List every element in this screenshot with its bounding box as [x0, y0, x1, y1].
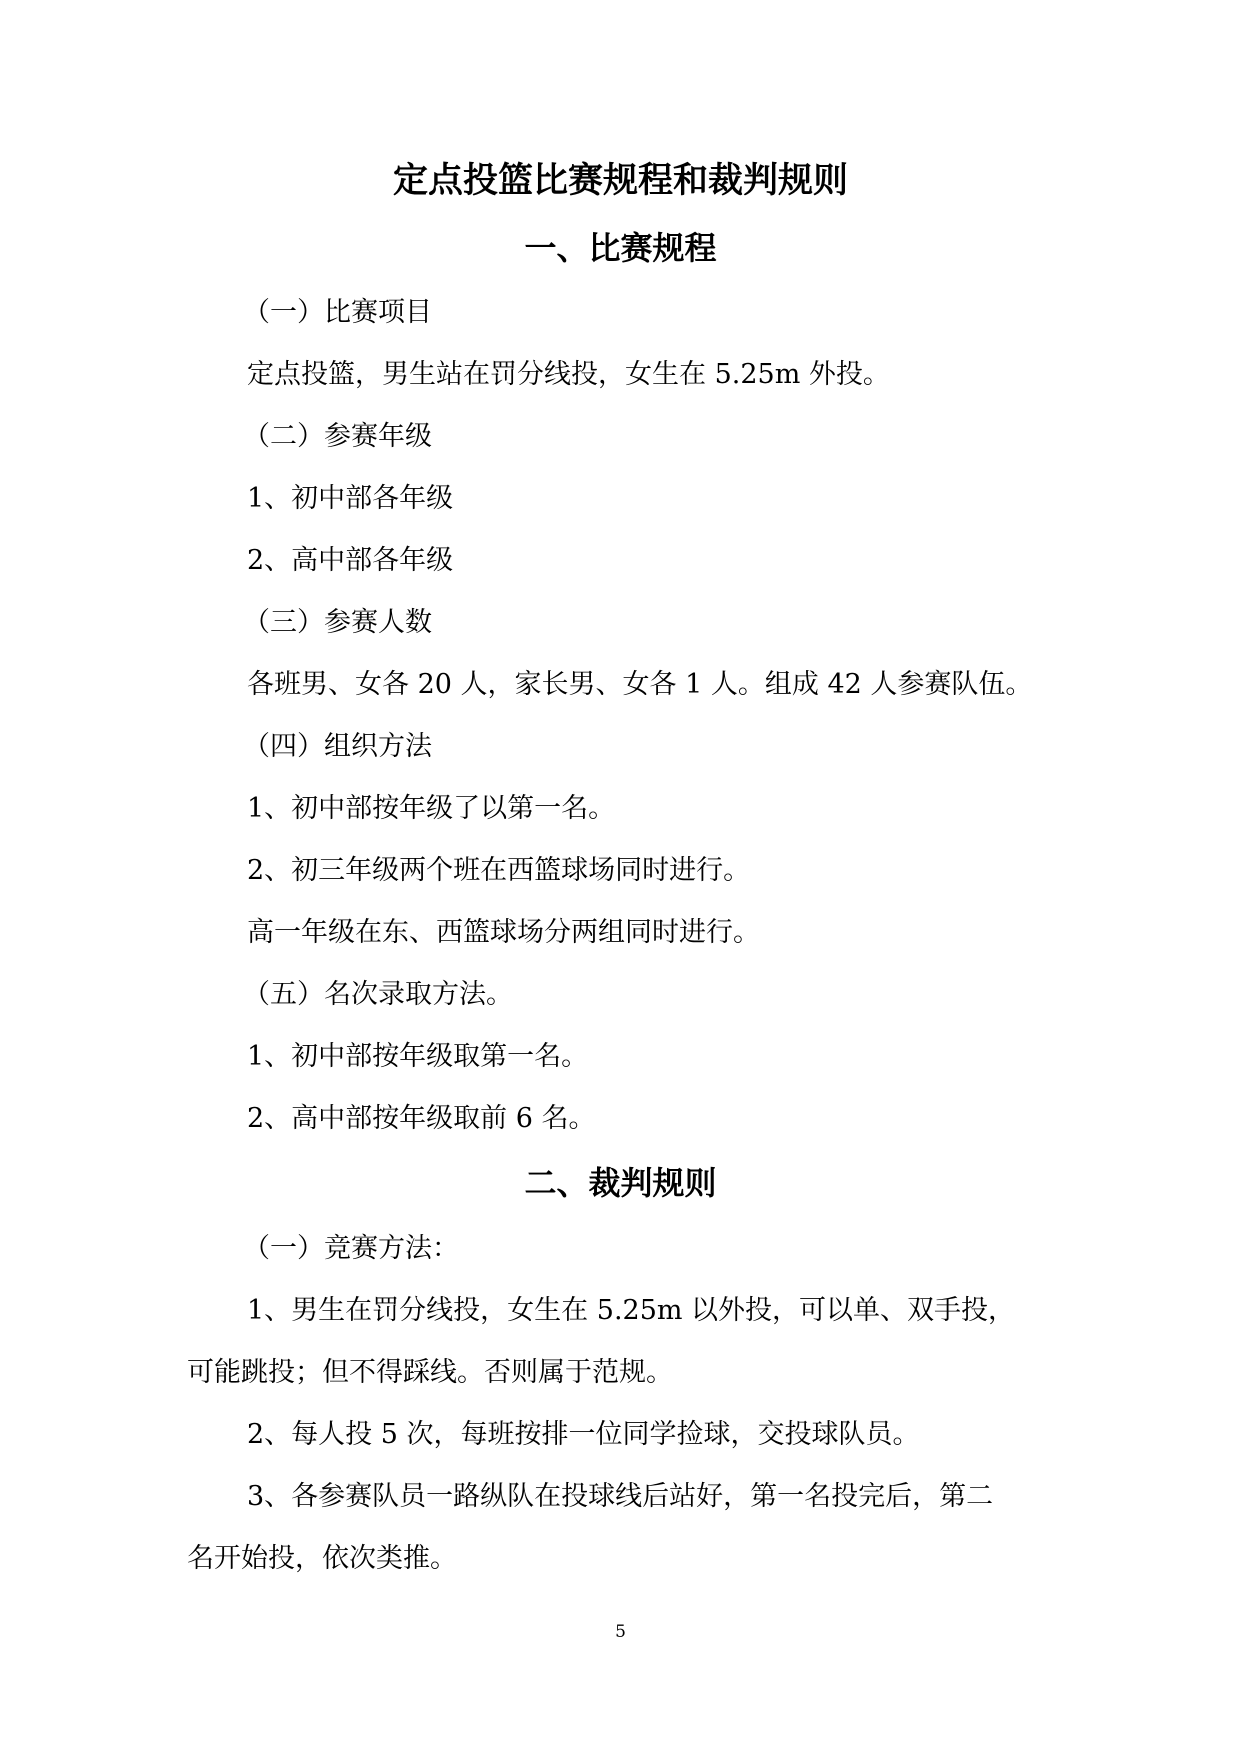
paragraph-line: 各班男、女各 20 人，家长男、女各 1 人。组成 42 人参赛队伍。	[247, 669, 1033, 700]
subheading-method: （一）竞赛方法：	[243, 1233, 459, 1264]
page-number: 5	[615, 1622, 626, 1642]
paragraph-line: 1、男生在罚分线投，女生在 5.25m 以外投，可以单、双手投，	[247, 1295, 1016, 1326]
paragraph-line: 可能跳投；但不得踩线。否则属于范规。	[187, 1357, 673, 1388]
list-item: 1、初中部各年级	[247, 483, 454, 514]
paragraph-line: 定点投篮，男生站在罚分线投，女生在 5.25m 外投。	[247, 359, 890, 390]
section-heading-rules: 一、比赛规程	[524, 229, 717, 267]
list-item: 2、高中部按年级取前 6 名。	[247, 1103, 596, 1134]
subheading-organization: （四）组织方法	[243, 731, 432, 762]
paragraph-line: 3、各参赛队员一路纵队在投球线后站好，第一名投完后，第二	[247, 1481, 994, 1512]
list-item: 1、初中部按年级取第一名。	[247, 1041, 589, 1072]
subheading-event: （一）比赛项目	[243, 297, 432, 328]
subheading-participants: （三）参赛人数	[243, 607, 432, 638]
subheading-grades: （二）参赛年级	[243, 421, 432, 452]
list-item: 1、初中部按年级了以第一名。	[247, 793, 616, 824]
paragraph-line: 名开始投，依次类推。	[187, 1543, 457, 1574]
paragraph-line: 高一年级在东、西篮球场分两组同时进行。	[247, 917, 760, 948]
subheading-ranking: （五）名次录取方法。	[243, 979, 513, 1010]
list-item: 2、高中部各年级	[247, 545, 454, 576]
list-item: 2、初三年级两个班在西篮球场同时进行。	[247, 855, 751, 886]
document-title: 定点投篮比赛规程和裁判规则	[392, 161, 848, 201]
paragraph-line: 2、每人投 5 次，每班按排一位同学捡球，交投球队员。	[247, 1419, 920, 1450]
section-heading-referee: 二、裁判规则	[524, 1164, 717, 1202]
